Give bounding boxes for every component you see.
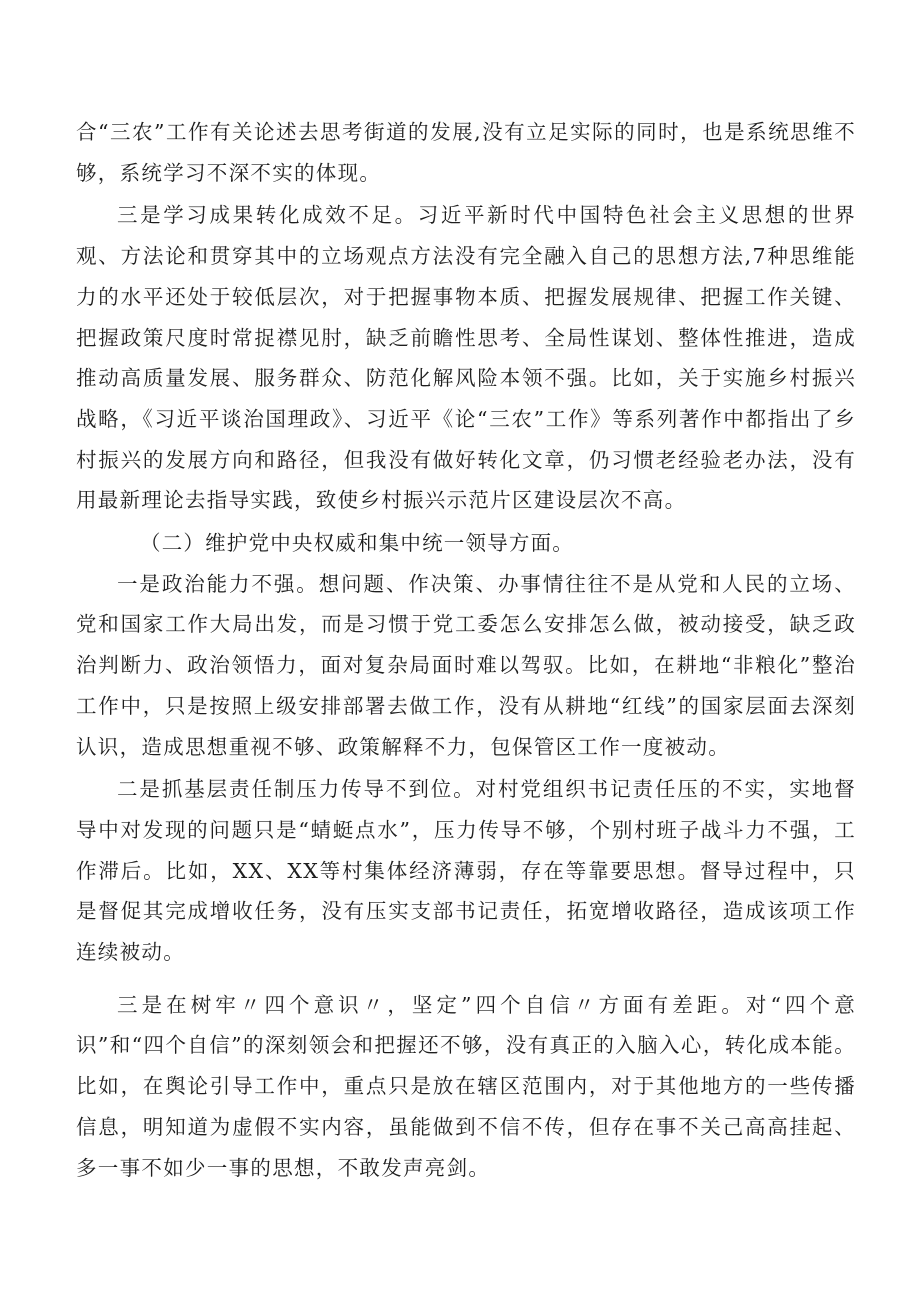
paragraph-political-ability: 一是政治能力不强。想问题、作决策、办事情往往不是从党和人民的立场、党和国家工作大局出发，而是习惯于党工委怎么安排怎么做，被动接受，缺乏政治判断力、政治领悟力，面对复杂局面时难以驾驭。比如，在耕地“非粮化”整治工作中，只是按照上级安排部署去做工作，没有从耕地“红线”的国家层面去深刻认识，造成思想重视不够、政策解释不力，包保管区工作一度被动。: [76, 571, 856, 759]
paragraph-grassroots-responsibility: 二是抓基层责任制压力传导不到位。对村党组织书记责任压的不实，实地督导中对发现的问题只是“蜻蜓点水”，压力传导不够，个别村班子战斗力不强，工作滞后。比如，XX、XX等村集体经济薄弱，存在等靠要思想。督导过程中，只是督促其完成增收任务，没有压实支部书记责任，拓宽增收路径，造成该项工作连续被动。: [76, 777, 856, 965]
document-body: [76, 112, 856, 1188]
paragraph-learning-results: 三是学习成果转化成效不足。习近平新时代中国特色社会主义思想的世界观、方法论和贯穿其中的立场观点方法没有完全融入自己的思想方法,7种思维能力的水平还处于较低层次，对于把握事物本质、把握发展规律、把握工作关键、把握政策尺度时常捉襟见肘，缺乏前瞻性思考、全局性谋划、整体性推进，造成推动高质量发展、服务群众、防范化解风险本领不强。比如，关于实施乡村振兴战略，《习近平谈治国理政》、习近平《论“三农”工作》等系列著作中都指出了乡村振兴的发展方向和路径，但我没有做好转化文章，仍习惯老经验老办法，没有用最新理论去指导实践，致使乡村振兴示范片区建设层次不高。: [76, 203, 856, 513]
section-heading: （二）维护党中央权威和集中统一领导方面。: [140, 531, 574, 556]
paragraph-four-consciousness: 三是在树牢〃四个意识〃，坚定”四个自信〃方面有差距。对“四个意识”和“四个自信”的深刻领会和把握还不够，没有真正的入脑入心，转化成本能。比如，在舆论引导工作中，重点只是放在辖区范围内，对于其他地方的一些传播信息，明知道为虚假不实内容，虽能做到不信不传，但存在事不关己高高挂起、多一事不如少一事的思想，不敢发声亮剑。: [76, 992, 856, 1180]
paragraph-continuation: 合“三农”工作有关论述去思考街道的发展,没有立足实际的同时，也是系统思维不够，系统学习不深不实的体现。: [76, 120, 856, 185]
